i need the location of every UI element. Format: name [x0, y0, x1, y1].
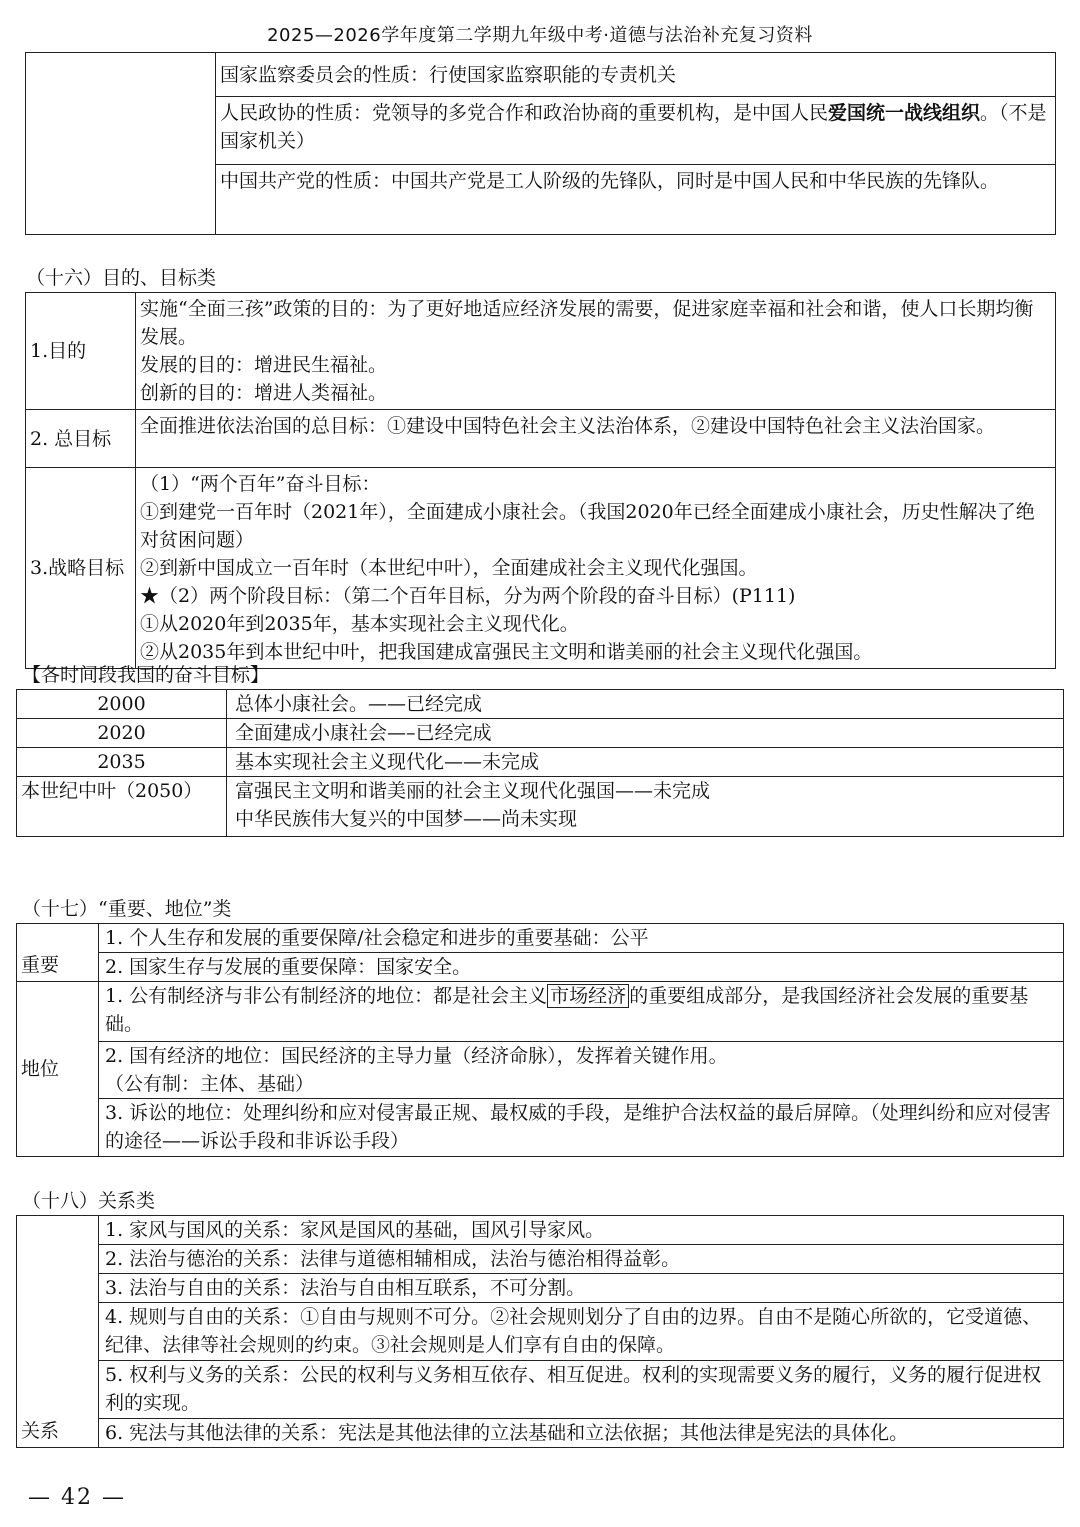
goals-table — [16, 689, 1064, 837]
sec18-row: 5. 权利与义务的关系：公民的权利与义务相互依存、相互促进。权利的实现需要义务的履行，义务的履行促进权利的实现。 — [99, 1361, 1064, 1419]
goal-year: 2020 — [17, 719, 227, 748]
sec16-title: （十六）目的、目标类 — [26, 267, 217, 289]
sec17-important-2: 2. 国家生存与发展的重要保障：国家安全。 — [99, 953, 1064, 982]
boxed-keyword: 市场经济 — [547, 984, 629, 1008]
sec18-row: 2. 法治与德治的关系：法律与道德相辅相成，法治与德治相得益彰。 — [99, 1245, 1064, 1274]
sec16-strategic-cell: （1）“两个百年”奋斗目标： ①到建党一百年时（2021年），全面建成小康社会。（我国2020年已经全面建成小康社会，历史性解决了绝对贫困问题） ②到新中国成立一百年时（本世纪中叶），全面建成社会主义现代化强国。 ★（2）两个阶段目标：（第二个百年目标，分为两个阶段的奋斗目标）(P111) ①从2020年到2035年，基本实现社会主义现代化。 ②从2035年到本世纪中叶，把我国建成富强民主文明和谐美丽的社会主义现代化强国。 — [136, 468, 1056, 669]
sec16-table — [25, 292, 1056, 669]
goal-text: 富强民主文明和谐美丽的社会主义现代化强国——未完成 中华民族伟大复兴的中国梦——尚未实现 — [227, 777, 1064, 837]
sec18-table — [16, 1215, 1064, 1448]
sec16-purpose-cell: 实施“全面三孩”政策的目的：为了更好地适应经济发展的需要，促进家庭幸福和社会和谐，使人口长期均衡发展。 发展的目的：增进民生福祉。 创新的目的：增进人类福祉。 — [136, 293, 1056, 410]
goal-year: 2035 — [17, 748, 227, 777]
sec16-label-overall: 2. 总目标 — [26, 410, 136, 468]
goal-text: 基本实现社会主义现代化——未完成 — [227, 748, 1064, 777]
sec18-row: 6. 宪法与其他法律的关系：宪法是其他法律的立法基础和立法依据；其他法律是宪法的具体化。 — [99, 1419, 1064, 1448]
nature-row-3: 中国共产党的性质：中国共产党是工人阶级的先锋队，同时是中国人民和中华民族的先锋队。 — [216, 165, 1056, 235]
nature-row-1: 国家监察委员会的性质：行使国家监察职能的专责机关 — [216, 53, 1056, 97]
goal-year: 本世纪中叶（2050） — [17, 777, 227, 837]
sec17-table — [16, 923, 1064, 1157]
goals-title: 【各时间段我国的奋斗目标】 — [22, 664, 270, 686]
goal-text: 总体小康社会。——已经完成 — [227, 690, 1064, 719]
sec17-title: （十七）“重要、地位”类 — [22, 898, 232, 920]
goal-year: 2000 — [17, 690, 227, 719]
sec18-label: 关系 — [17, 1216, 99, 1448]
goal-text: 全面建成小康社会—–已经完成 — [227, 719, 1064, 748]
sec18-row: 1. 家风与国风的关系：家风是国风的基础，国风引导家风。 — [99, 1216, 1064, 1245]
sec17-label-status: 地位 — [17, 982, 99, 1157]
sec17-status-1: 1. 公有制经济与非公有制经济的地位：都是社会主义 市场经济 的重要组成部分，是我国经济社会发展的重要基础。 — [99, 982, 1064, 1042]
page-number: — 42 — — [28, 1485, 126, 1510]
sec18-title: （十八）关系类 — [22, 1190, 156, 1212]
sec16-overall-cell: 全面推进依法治国的总目标：①建设中国特色社会主义法治体系，②建设中国特色社会主义法治国家。 — [136, 410, 1056, 468]
sec17-label-important: 重要 — [17, 924, 99, 982]
sec17-important-1: 1. 个人生存和发展的重要保障/社会稳定和进步的重要基础：公平 — [99, 924, 1064, 953]
page-header: 2025—2026学年度第二学期九年级中考·道德与法治补充复习资料 — [267, 25, 813, 46]
nature-row-2: 人民政协的性质：党领导的多党合作和政治协商的重要机构，是中国人民爱国统一战线组织。（不是国家机关） — [216, 97, 1056, 165]
sec18-row: 3. 法治与自由的关系：法治与自由相互联系，不可分割。 — [99, 1274, 1064, 1303]
sec17-status-3: 3. 诉讼的地位：处理纠纷和应对侵害最正规、最权威的手段，是维护合法权益的最后屏障。（处理纠纷和应对侵害的途径——诉讼手段和非诉讼手段） — [99, 1099, 1064, 1157]
sec18-row: 4. 规则与自由的关系：①自由与规则不可分。②社会规则划分了自由的边界。自由不是随心所欲的，它受道德、纪律、法律等社会规则的约束。③社会规则是人们享有自由的保障。 — [99, 1303, 1064, 1361]
sec16-label-purpose: 1.目的 — [26, 293, 136, 410]
nature-table — [25, 52, 1056, 235]
sec17-status-2: 2. 国有经济的地位：国民经济的主导力量（经济命脉），发挥着关键作用。 （公有制：主体、基础） — [99, 1042, 1064, 1099]
sec16-label-strategic: 3.战略目标 — [26, 468, 136, 669]
nature-empty-cell — [26, 53, 216, 235]
